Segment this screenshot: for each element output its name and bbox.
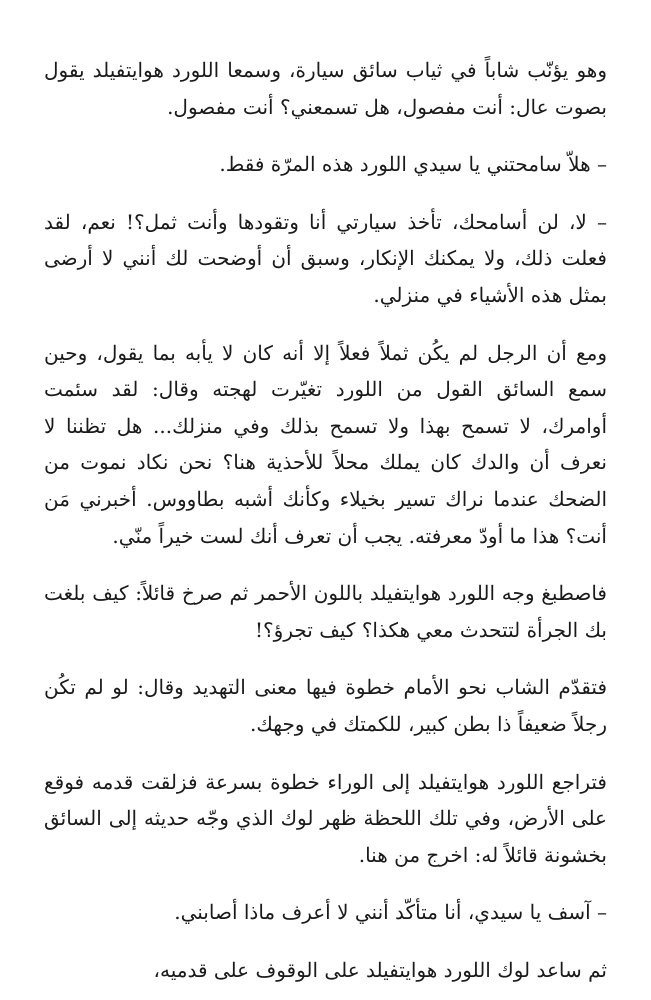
paragraph-5: فاصطبغ وجه اللورد هوايتفيلد باللون الأحمر ثم صرخ قائلاً: كيف بلغت بك الجرأة لتتحدث معي هكذا؟ كيف تجرؤ؟!	[44, 581, 607, 642]
paragraph-2: – هلاّ سامحتني يا سيدي اللورد هذه المرّة فقط.	[219, 152, 607, 177]
paragraph-8: – آسف يا سيدي، أنا متأكّد أنني لا أعرف ماذا أصابني.	[174, 900, 607, 925]
paragraph-9: ثم ساعد لوك اللورد هوايتفيلد على الوقوف على قدميه،	[153, 957, 607, 982]
paragraph-7: فتراجع اللورد هوايتفيلد إلى الوراء خطوة بسرعة فزلقت قدمه فوقع على الأرض، وفي تلك اللحظة ظهر لوك الذي وجّه حديثه إلى السائق بخشونة قائلاً له: اخرج من هنا.	[44, 769, 607, 867]
paragraph-6: فتقدّم الشاب نحو الأمام خطوة فيها معنى التهديد وقال: لو لم تكُن رجلاً ضعيفاً ذا بطن كبير، للكمتك في وجهك.	[44, 675, 607, 736]
paragraph-4: ومع أن الرجل لم يكُن ثملاً فعلاً إلا أنه كان لا يأبه بما يقول، وحين سمع السائق القول من اللورد تغيّرت لهجته وقال: لقد سئمت أوامرك، لا تسمح بهذا ولا تسمح بذلك وفي منزلك... هل تظننا لا نعرف أن والدك كان يملك محلاً للأحذية هنا؟ نحن نكاد نموت من الضحك عندما نراك تسير بخيلاء وكأنك أشبه بطاووس. أخبرني مَن أنت؟ هذا ما أودّ معرفته. يجب أن تعرف أنك لست خيراً منّي.	[44, 340, 608, 548]
paragraph-3: – لا، لن أسامحك، تأخذ سيارتي أنا وتقودها وأنت ثمل؟! نعم، لقد فعلت ذلك، ولا يمكنك الإنكار، وسبق أن أوضحت لك أنني لا أرضى بمثل هذه الأشياء في منزلي.	[44, 209, 607, 307]
paragraph-1: وهو يؤنّب شاباً في ثياب سائق سيارة، وسمعا اللورد هوايتفيلد يقول بصوت عال: أنت مفصول، هل تسمعني؟ أنت مفصول.	[44, 58, 607, 119]
